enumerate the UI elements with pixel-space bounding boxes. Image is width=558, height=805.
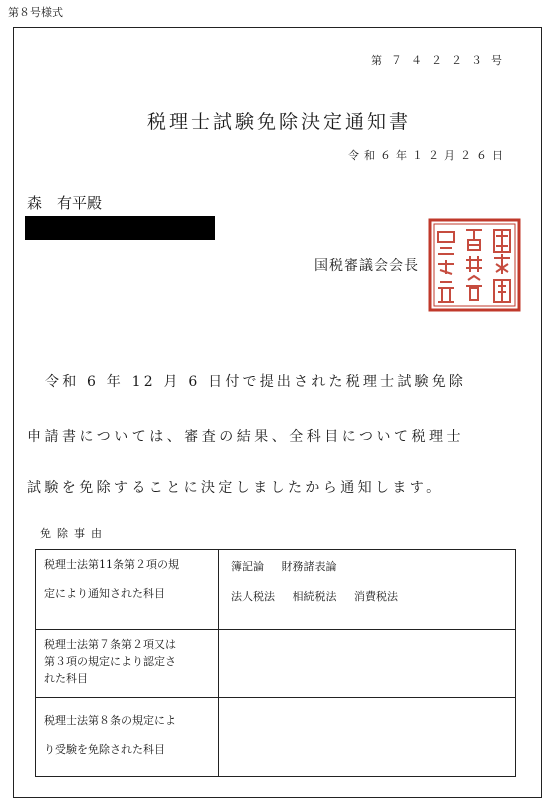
subjects-cell <box>219 630 516 698</box>
reason-label-line: 税理士法第７条第２項又は <box>44 638 176 651</box>
subject-name: 簿記論 <box>231 560 264 573</box>
reason-label-line: れた科目 <box>44 672 88 686</box>
reason-label-cell <box>36 630 219 698</box>
reason-label-line: 税理士法第11条第２項の規 <box>44 558 179 571</box>
subject-row <box>231 558 503 575</box>
reason-label-line: り受験を免除された科目 <box>44 743 165 757</box>
recipient-name: 森 有平殿 <box>27 194 103 212</box>
subjects-cell <box>219 550 516 630</box>
form-number-label: 第８号様式 <box>8 6 63 19</box>
body-text-line-2: 申請書については、審査の結果、全科目について税理士 <box>27 429 464 445</box>
subject-name: 相続税法 <box>292 590 337 604</box>
redacted-block <box>25 216 215 240</box>
reason-label-line: 税理士法第８条の規定によ <box>44 714 176 727</box>
document-title: 税理士試験免除決定通知書 <box>146 111 411 133</box>
body-text-line-1: 令和 6 年 12 月 6 日付で提出された税理士試験免除 <box>45 374 467 390</box>
reason-label-line: 定により通知された科目 <box>44 587 165 601</box>
reason-label-cell <box>36 698 219 777</box>
exemption-reason-heading: 免除事由 <box>40 527 108 540</box>
table-row <box>36 630 516 698</box>
reason-label-cell <box>36 550 219 630</box>
subjects-cell <box>219 698 516 777</box>
subject-name: 法人税法 <box>231 590 275 604</box>
subject-row <box>231 588 503 605</box>
table-row <box>36 550 516 630</box>
official-seal-stamp <box>426 216 523 314</box>
body-text-line-3: 試験を免除することに決定しましたから通知します。 <box>27 480 444 496</box>
sender-name: 国税審議会会長 <box>314 258 419 274</box>
document-number: 第７４２２３号 <box>371 54 511 67</box>
table-row <box>36 698 516 777</box>
subject-name: 財務諸表論 <box>281 560 337 573</box>
exemption-reasons-table <box>35 549 516 777</box>
subject-name: 消費税法 <box>354 590 398 604</box>
reason-label-line: 第３項の規定により認定さ <box>44 655 176 669</box>
issue-date: 令和６年１２月２６日 <box>348 149 508 162</box>
